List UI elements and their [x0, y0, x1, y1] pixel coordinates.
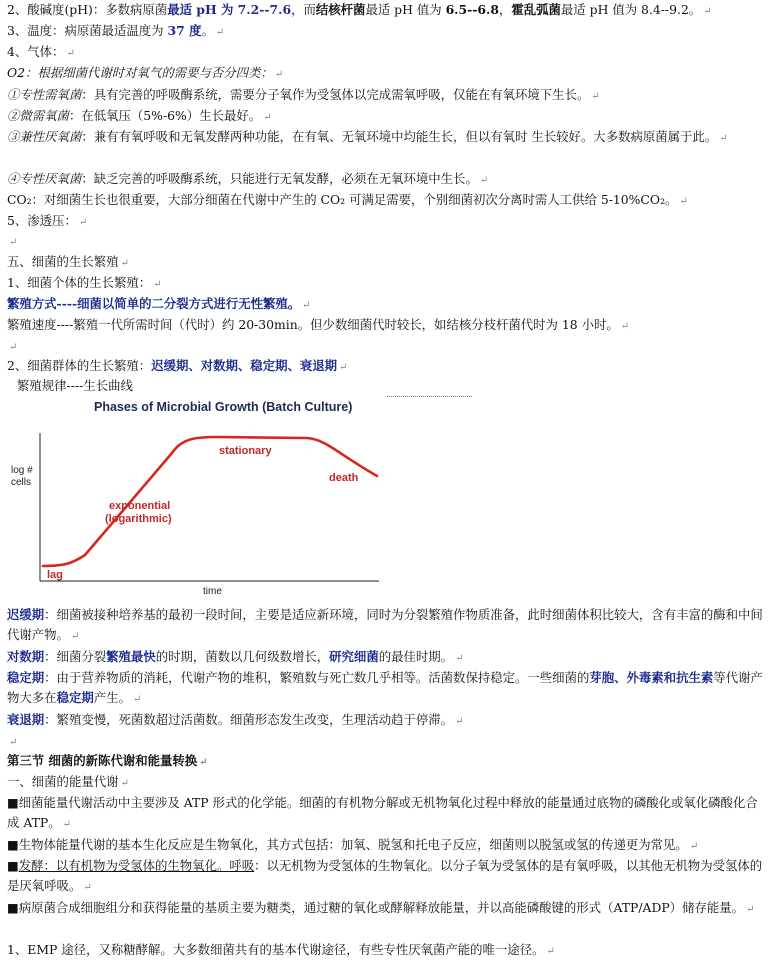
para-lag-phase	[7, 605, 765, 647]
paragraph-mark: ↵	[62, 819, 71, 830]
line-reproduction-speed	[7, 315, 629, 337]
paragraph-mark: ↵	[132, 694, 142, 705]
text-span: 的最佳时期。	[378, 649, 454, 664]
bullet-square: ■	[7, 858, 19, 873]
highlight-temp: 37 度	[167, 23, 202, 38]
paragraph-mark: ↵	[719, 133, 728, 144]
text-span: 1、细菌个体的生长繁殖：	[7, 275, 152, 290]
text-span: ：以无机物为受氢体的生物氧化。以分子氧为受氢体的是有氧呼吸，以其他无机物为受氢体的是厌氧呼吸。	[7, 858, 763, 893]
para-stationary-phase	[7, 668, 765, 710]
bullet-fermentation	[7, 856, 765, 898]
paragraph-mark: ↵	[746, 904, 755, 915]
growth-curve-chart	[7, 393, 387, 603]
text-span: O2：根据细菌代谢时对氧气的需要与否分四类：	[7, 65, 273, 80]
y-axis-label-line2: cells	[11, 477, 32, 488]
text-span: ：具有完善的呼吸酶系统，需要分子氧作为受氢体以完成需氧呼吸，仅能在有氧环境下生长。	[81, 87, 590, 102]
line-population-growth	[7, 356, 347, 378]
highlight-stationary: 稳定期	[56, 690, 94, 705]
empty-line	[7, 231, 17, 253]
paragraph-mark: ↵	[339, 362, 348, 373]
text-span: 5、渗透压：	[7, 213, 77, 228]
section-heading-metabolism	[7, 751, 208, 773]
bullet-oxidation	[7, 835, 698, 857]
term-fermentation: 发酵	[18, 858, 44, 873]
line-obligate-anaerobe	[7, 169, 488, 191]
paragraph-mark: ↵	[591, 91, 600, 102]
text-span: ：细菌分裂	[44, 649, 107, 664]
bold-tb: 结核杆菌	[315, 2, 366, 17]
line-individual-growth	[7, 273, 162, 295]
paragraph-mark: ↵	[9, 342, 18, 353]
text-span: 。	[201, 23, 214, 38]
phase-label-death: death	[329, 472, 359, 484]
text-span: ：在低氧压（5%-6%）生长最好。	[68, 108, 262, 123]
term-italic: ④专性厌氧菌	[7, 171, 82, 186]
bold-cholera: 霍乱弧菌	[511, 2, 561, 17]
text-span: ：由于营养物质的消耗，代谢产物的堆积，繁殖数与死亡数几乎相等。活菌数保持稳定。一些细菌的	[44, 670, 590, 685]
phase-label-logarithmic: (logarithmic)	[105, 513, 172, 525]
line-facultative	[7, 127, 765, 149]
text-span: 最适 pH 值为 8.4--9.2。	[560, 2, 702, 17]
text-span: ■生物体能量代谢的基本生化反应是生物氧化，其方式包括：加氧、脱氢和托电子反应，细菌则以脱氢或氢的传递更为常见。	[7, 837, 688, 852]
bullet-sugar	[7, 898, 765, 920]
term-respiration: 呼吸	[229, 858, 255, 873]
term-stationary: 稳定期	[7, 670, 45, 685]
bold-ph-value: 6.5--6.8	[445, 2, 499, 17]
line-temperature	[7, 21, 224, 43]
text-span: ，而	[291, 2, 316, 17]
line-gas	[7, 42, 75, 64]
text-span: ：兼有有氧呼吸和无氧发酵两种功能，在有氧、无氧环境中均能生长，但以有氧时 生长较好。大多数病原菌属于此。	[81, 129, 718, 144]
paragraph-mark: ↵	[9, 237, 18, 248]
paragraph-mark: ↵	[9, 737, 18, 748]
bullet-atp	[7, 793, 765, 835]
line-microaerophile	[7, 106, 272, 128]
text-span: 3、温度：病原菌最适温度为	[7, 23, 168, 38]
para-log-phase	[7, 647, 463, 669]
paragraph-mark: ↵	[263, 112, 272, 123]
line-emp	[7, 940, 555, 962]
term-italic: ①专性需氧菌	[7, 87, 82, 102]
phase-label-stationary: stationary	[219, 445, 272, 457]
text-span: 最适 pH 值为	[365, 2, 446, 17]
y-axis-label-line1: log #	[11, 465, 33, 476]
term-lag: 迟缓期	[7, 607, 45, 622]
text-span: 繁殖规律----生长曲线	[17, 378, 133, 393]
line-ph	[7, 0, 712, 22]
paragraph-mark: ↵	[66, 48, 75, 59]
empty-line	[7, 731, 17, 753]
x-axis-label: time	[203, 586, 222, 597]
text-span: 繁殖速度----繁殖一代所需时间（代时）约 20-30min。但少数细菌代时较长，如结核分枝杆菌代时为 18 小时。	[7, 317, 619, 332]
text-span: 2、细菌群体的生长繁殖：	[7, 358, 152, 373]
paragraph-mark: ↵	[70, 631, 80, 642]
text-span: 第三节 细菌的新陈代谢和能量转换	[7, 753, 198, 768]
term-log: 对数期	[7, 649, 45, 664]
paragraph-mark: ↵	[78, 217, 88, 228]
highlight-research: 研究细菌	[329, 649, 379, 664]
highlight-fission: 繁殖方式----细菌以简单的二分裂方式进行无性繁殖。	[7, 296, 301, 311]
line-obligate-aerobe	[7, 85, 600, 107]
para-death-phase	[7, 710, 463, 732]
paragraph-mark: ↵	[689, 841, 699, 852]
text-span: 1、EMP 途径，又称糖酵解。大多数细菌共有的基本代谢途径，有些专性厌氧菌产能的唯一途径。	[7, 942, 545, 957]
text-span: ，	[498, 2, 512, 17]
line-osmotic	[7, 211, 87, 233]
paragraph-mark: ↵	[703, 6, 712, 17]
paragraph-mark: ↵	[153, 279, 162, 290]
text-span: 的时期，菌数以几何级数增长，	[155, 649, 330, 664]
paragraph-mark: ↵	[455, 653, 464, 664]
paragraph-mark: ↵	[679, 196, 688, 207]
highlight-ph: 最适 pH 为 7.2--7.6	[167, 2, 292, 17]
text-span: 4、气体：	[7, 44, 65, 59]
text-span: 2、酸碱度(pH)：多数病原菌	[7, 2, 168, 17]
highlight-products: 芽胞、外毒素和抗生素	[589, 670, 714, 685]
paragraph-mark: ↵	[215, 27, 225, 38]
empty-line	[7, 336, 17, 358]
text-span: 等代谢产物大多在	[7, 670, 763, 705]
text-span: ：缺乏完善的呼吸酶系统，只能进行无氧发酵，必须在无氧环境中生长。	[81, 171, 478, 186]
paragraph-mark: ↵	[479, 175, 489, 186]
text-span: CO₂：对细菌生长也很重要，大部分细菌在代谢中产生的 CO₂ 可满足需要，个别细菌初次分离时需人工供给 5-10%CO₂。	[7, 192, 678, 207]
chart-background	[7, 393, 387, 603]
paragraph-mark: ↵	[120, 258, 129, 269]
highlight-phases: 迟缓期、对数期、稳定期、衰退期	[151, 358, 338, 373]
highlight-fastest: 繁殖最快	[106, 649, 156, 664]
paragraph-mark: ↵	[546, 946, 555, 957]
section-heading-growth	[7, 252, 129, 274]
term-italic: ③兼性厌氧菌	[7, 129, 82, 144]
text-span: ■细菌能量代谢活动中主要涉及 ATP 形式的化学能。细菌的有机物分解或无机物氧化过程中释放的能量通过底物的磷酸化或氧化磷酸化合成 ATP。	[7, 795, 758, 830]
term-death: 衰退期	[7, 712, 45, 727]
text-span: ：繁殖变慢，死菌数超过活菌数。细菌形态发生改变，生理活动趋于停滞。	[44, 712, 454, 727]
subheading-energy	[7, 772, 129, 794]
phase-label-exponential: exponential	[109, 500, 171, 512]
paragraph-mark: ↵	[620, 321, 630, 332]
paragraph-mark: ↵	[274, 69, 284, 80]
line-o2	[7, 63, 283, 85]
term-italic: ②微需氧菌	[7, 108, 69, 123]
phase-label-lag: lag	[47, 569, 63, 581]
text-span: ：以有机物为受氢体的生物氧化。	[43, 858, 230, 873]
text-span: 五、细菌的生长繁殖	[7, 254, 119, 269]
paragraph-mark: ↵	[120, 778, 129, 789]
line-co2	[7, 190, 688, 212]
text-span: ：细菌被接种培养基的最初一段时间，主要是适应新环境，同时为分裂繁殖作物质准备，此时细菌体积比较大，含有丰富的酶和中间代谢产物。	[7, 607, 763, 642]
paragraph-mark: ↵	[302, 300, 311, 311]
text-span: 产生。	[93, 690, 131, 705]
paragraph-mark: ↵	[455, 716, 464, 727]
paragraph-mark: ↵	[199, 757, 208, 768]
text-span: ■病原菌合成细胞组分和获得能量的基质主要为糖类，通过糖的氧化或酵解释放能量，并以高能磷酸键的形式（ATP/ADP）储存能量。	[7, 900, 745, 915]
text-span: 一、细菌的能量代谢	[7, 774, 119, 789]
paragraph-mark: ↵	[83, 882, 92, 893]
chart-title: Phases of Microbial Growth (Batch Culture)	[94, 400, 353, 414]
line-reproduction-method	[7, 294, 311, 316]
